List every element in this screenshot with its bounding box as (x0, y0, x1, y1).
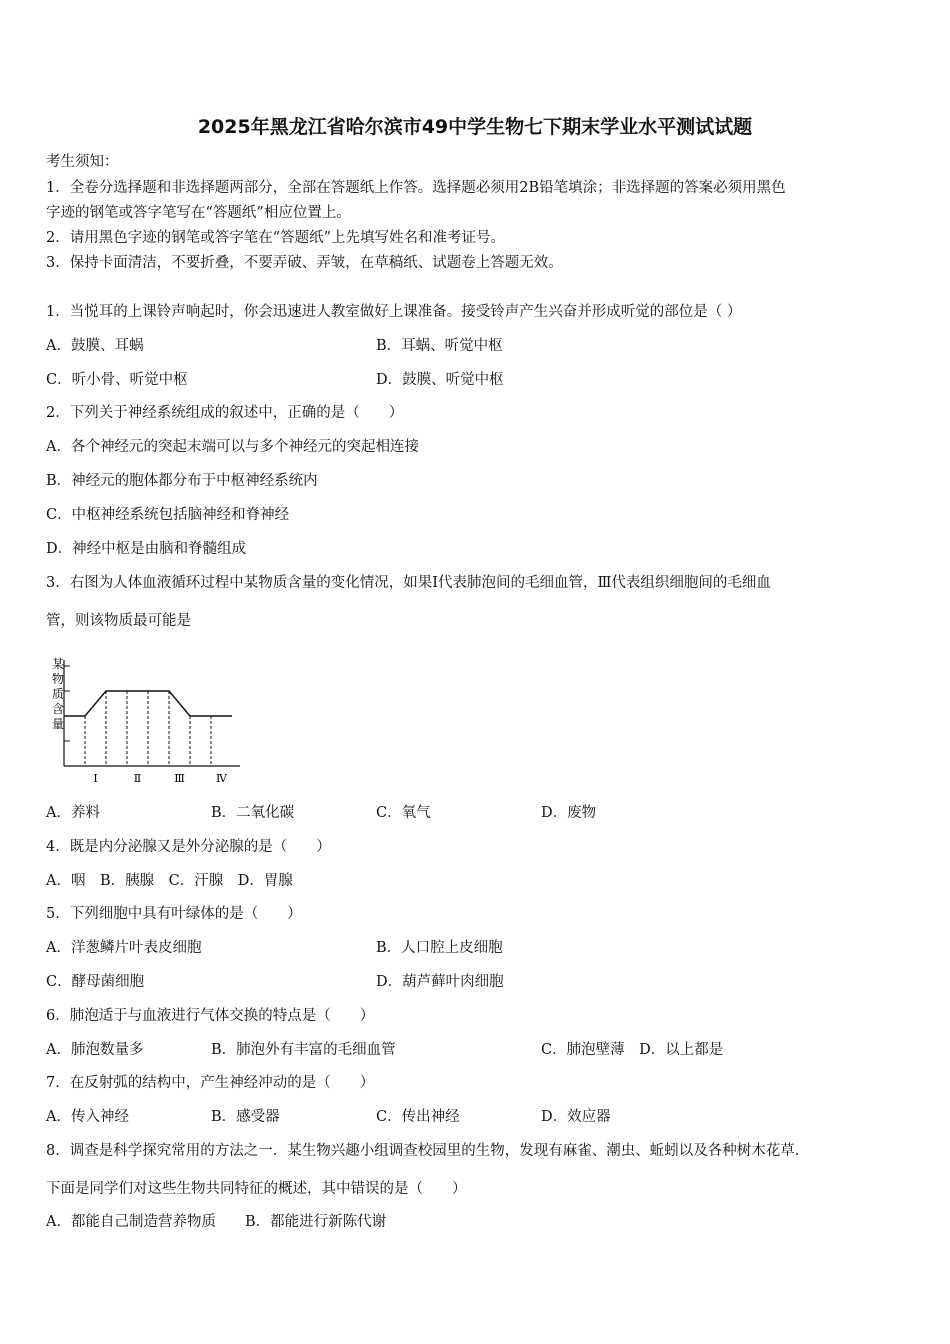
q8-stem-line-2: 下面是同学们对这些生物共同特征的概述，其中错误的是（ ） (46, 1181, 467, 1197)
q5-option-d: D．葫芦藓叶肉细胞 (376, 974, 504, 990)
q4-stem: 4．既是内分泌腺又是外分泌腺的是（ ） (46, 839, 331, 855)
chart-y-label-char: 量 (52, 717, 65, 731)
chart-y-label-char: 质 (52, 687, 65, 701)
q7-option-a: A．传入神经 (46, 1109, 129, 1125)
q3-option-d: D．废物 (541, 805, 597, 821)
q7-option-d: D．效应器 (541, 1109, 611, 1125)
q2-stem: 2．下列关于神经系统组成的叙述中，正确的是（ ） (46, 405, 404, 421)
q1-option-b: B．耳蜗、听觉中枢 (376, 338, 503, 354)
chart-x-tick-label: Ⅱ (133, 772, 142, 785)
q1-option-d: D．鼓膜、听觉中枢 (376, 372, 504, 388)
chart-x-tick-label: Ⅰ (93, 772, 98, 785)
q1-stem: 1．当悦耳的上课铃声响起时，你会迅速进人教室做好上课准备。接受铃声产生兴奋并形成听觉的部位是（ ） (46, 304, 742, 320)
q1-option-c: C．听小骨、听觉中枢 (46, 372, 188, 388)
q2-option-d: D．神经中枢是由脑和脊髓组成 (46, 541, 247, 557)
q6-option-cd: C．肺泡壁薄 D．以上都是 (541, 1042, 724, 1058)
q3-option-b: B．二氧化碳 (211, 805, 295, 821)
q3-stem-line-2: 管，则该物质最可能是 (46, 613, 191, 629)
chart-y-label-char: 物 (52, 672, 65, 686)
chart-y-label-char: 含 (52, 702, 65, 716)
q6-option-b: B．肺泡外有丰富的毛细血管 (211, 1042, 396, 1058)
notice-line-1: 1．全卷分选择题和非选择题两部分，全部在答题纸上作答。选择题必须用2B铅笔填涂；非选择题的答案必须用黑色 (46, 180, 786, 196)
q4-options: A．咽 B．胰腺 C．汗腺 D．胃腺 (46, 873, 293, 889)
substance-content-chart (40, 652, 250, 792)
q8-stem-line-1: 8．调查是科学探究常用的方法之一．某生物兴趣小组调查校园里的生物，发现有麻雀、潮虫、蚯蚓以及各种树木花草. (46, 1143, 800, 1159)
q7-stem: 7．在反射弧的结构中，产生神经冲动的是（ ） (46, 1075, 375, 1091)
q1-option-a: A．鼓膜、耳蜗 (46, 338, 144, 354)
notice-line-4: 3．保持卡面清洁，不要折叠，不要弄破、弄皱，在草稿纸、试题卷上答题无效。 (46, 255, 563, 271)
q2-option-c: C．中枢神经系统包括脑神经和脊神经 (46, 507, 290, 523)
q7-option-c: C．传出神经 (376, 1109, 460, 1125)
q6-option-a: A．肺泡数量多 (46, 1042, 144, 1058)
notice-line-2: 字迹的钢笔或答字笔写在“答题纸”相应位置上。 (46, 205, 351, 221)
q3-option-a: A．养料 (46, 805, 100, 821)
q5-option-b: B．人口腔上皮细胞 (376, 940, 503, 956)
chart-x-tick-label: Ⅳ (216, 772, 227, 785)
q6-stem: 6．肺泡适于与血液进行气体交换的特点是（ ） (46, 1008, 375, 1024)
notice-line-3: 2．请用黑色字迹的钢笔或答字笔在“答题纸”上先填写姓名和准考证号。 (46, 230, 506, 246)
chart-x-tick-label: Ⅲ (174, 772, 185, 785)
chart-y-label-char: 某 (52, 657, 65, 671)
q8-options-ab: A．都能自己制造营养物质 B．都能进行新陈代谢 (46, 1214, 387, 1230)
q5-stem: 5．下列细胞中具有叶绿体的是（ ） (46, 906, 302, 922)
q2-option-b: B．神经元的胞体都分布于中枢神经系统内 (46, 473, 318, 489)
chart-y-label (52, 657, 64, 731)
q3-option-c: C．氧气 (376, 805, 431, 821)
q5-option-a: A．洋葱鳞片叶表皮细胞 (46, 940, 202, 956)
q7-option-b: B．感受器 (211, 1109, 280, 1125)
page-title: 2025年黑龙江省哈尔滨市49中学生物七下期末学业水平测试试题 (197, 116, 753, 138)
q5-option-c: C．酵母菌细胞 (46, 974, 145, 990)
notice-heading: 考生须知： (46, 154, 119, 170)
q2-option-a: A．各个神经元的突起末端可以与多个神经元的突起相连接 (46, 439, 419, 455)
q3-stem-line-1: 3．右图为人体血液循环过程中某物质含量的变化情况，如果Ⅰ代表肺泡间的毛细血管，Ⅲ代表组织细胞间的毛细血 (46, 575, 771, 591)
